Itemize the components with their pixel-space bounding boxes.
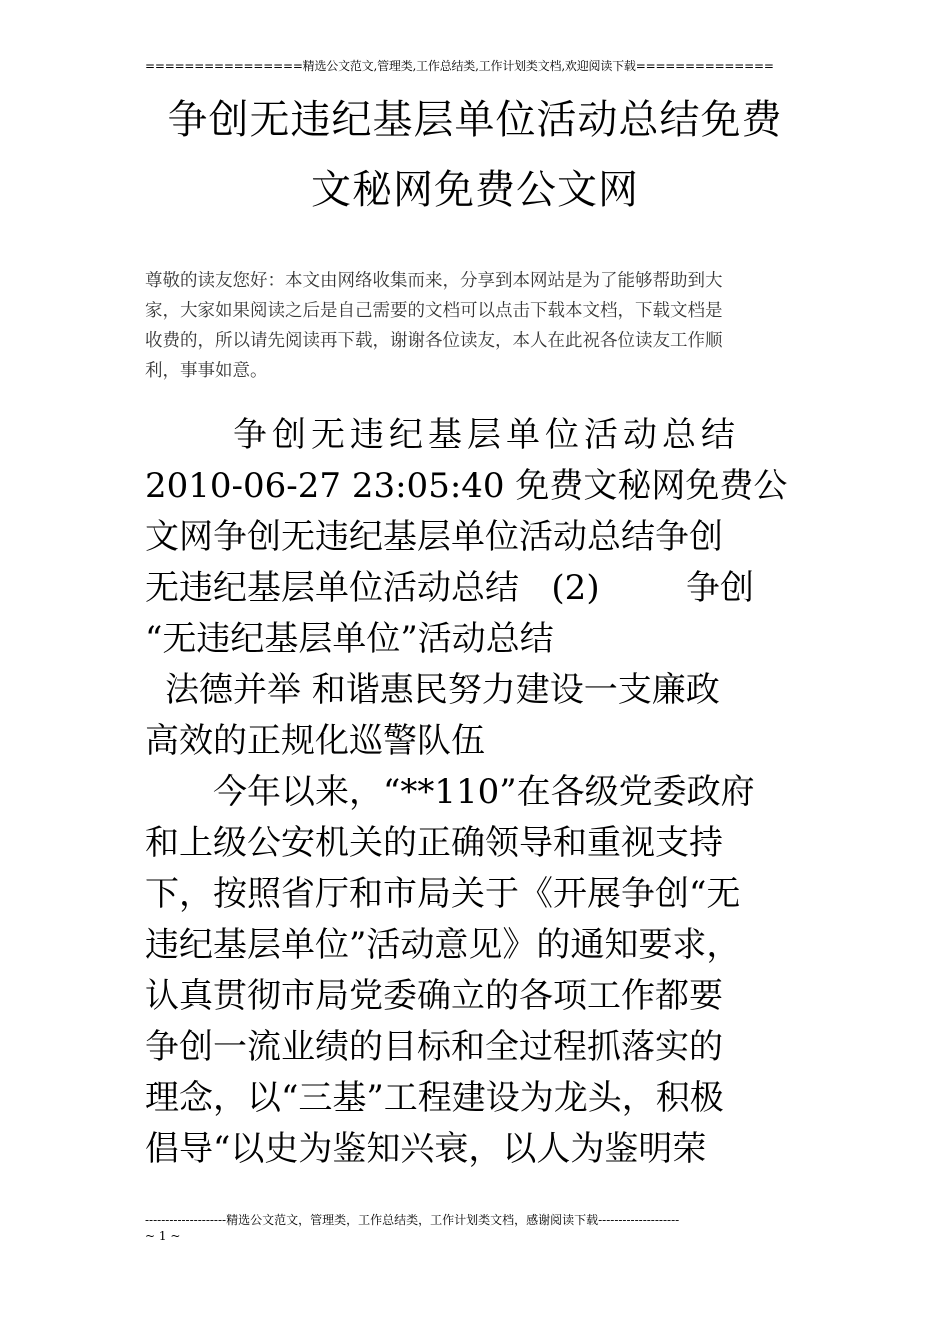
notice-line: 收费的，所以请先阅读再下载，谢谢各位读友，本人在此祝各位读友工作顺 [145,331,723,351]
notice-line: 尊敬的读友您好：本文由网络收集而来，分享到本网站是为了能够帮助到大 [145,271,723,291]
body-line: 理念，以“三基”工程建设为龙头，积极 [145,1078,724,1118]
body-line: 高效的正规化巡警队伍 [145,721,485,761]
page-number: ~ 1 ~ [145,1229,181,1243]
notice-line: 家，大家如果阅读之后是自己需要的文档可以点击下载本文档，下载文档是 [145,301,723,321]
notice-line: 利，事事如意。 [145,361,268,381]
reader-notice [145,266,810,386]
body-line: 法德并举 和谐惠民努力建设一支廉政 [165,670,720,710]
footer-banner: --------------------精选公文范文，管理类，工作总结类，工作计划类文档，感谢阅读下载-------------------- [145,1213,680,1227]
body-line: 2010-06-27 23:05:40 免费文秘网免费公 [145,466,788,506]
body-line: 争创一流业绩的目标和全过程抓落实的 [145,1027,723,1067]
body-line: 今年以来，“**110”在各级党委政府 [213,772,755,812]
body-line: 倡导“以史为鉴知兴衰，以人为鉴明荣 [145,1129,707,1169]
body-line: 违纪基层单位”活动意见》的通知要求， [145,925,741,965]
header-banner: ================精选公文范文,管理类,工作总结类,工作计划类文档,欢迎阅读下载============== [145,59,774,73]
body-line: 和上级公安机关的正确领导和重视支持 [145,823,723,863]
body-line: 下，按照省厅和市局关于《开展争创“无 [145,874,741,914]
document-body [145,410,810,1175]
body-line: 争创无违纪基层单位活动总结 [233,415,740,455]
body-line: 认真贯彻市局党委确立的各项工作都要 [145,976,723,1016]
body-line: 无违纪基层单位活动总结 (2) 争创 [145,568,755,608]
body-line: 文网争创无违纪基层单位活动总结争创 [145,517,723,557]
body-line: “无违纪基层单位”活动总结 [145,619,554,659]
document-title-line-2: 文秘网免费公文网 [311,167,639,213]
document-title-line-1: 争创无违纪基层单位活动总结免费 [167,97,783,143]
